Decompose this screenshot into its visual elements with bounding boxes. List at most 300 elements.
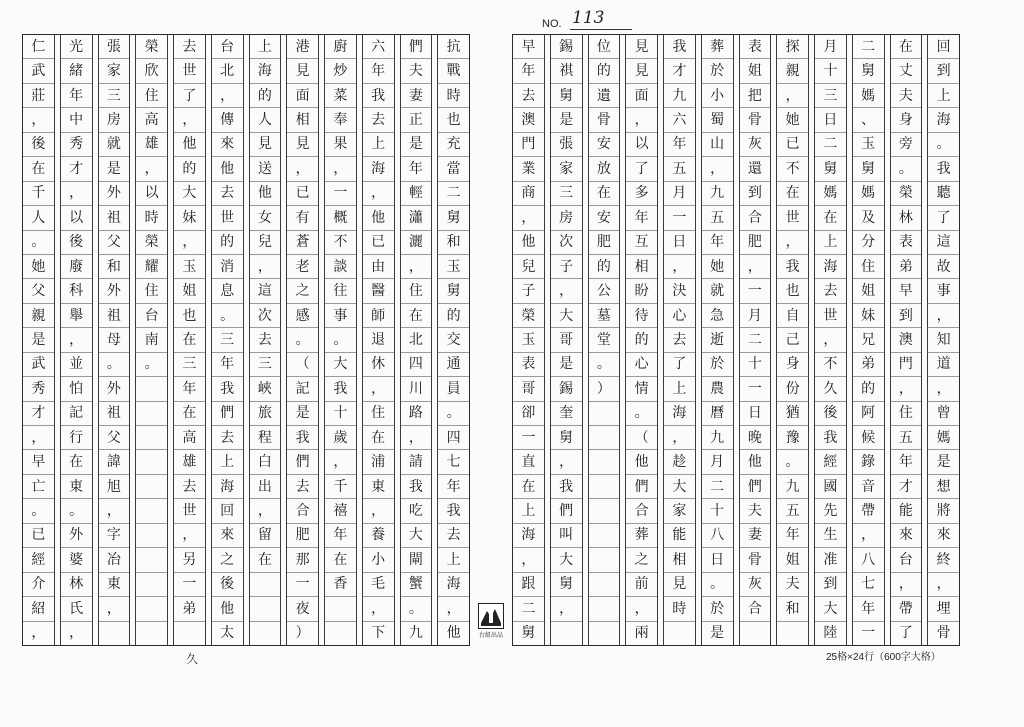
grid-cell: 合: [740, 206, 771, 230]
grid-cell: 見: [626, 59, 657, 83]
grid-cell: 舅: [438, 279, 469, 303]
grid-cell: 女: [250, 206, 281, 230]
grid-cell: 雄: [136, 133, 167, 157]
grid-cell: 去: [287, 475, 318, 499]
grid-cell: 一: [740, 279, 771, 303]
grid-cell: 相: [626, 255, 657, 279]
grid-cell: 候: [853, 426, 884, 450]
grid-cell: 國: [815, 475, 846, 499]
grid-cell: 以: [626, 133, 657, 157]
grid-cell: 耀: [136, 255, 167, 279]
grid-cell: 是: [99, 157, 130, 181]
grid-cell: 日: [664, 231, 695, 255]
grid-cell: 概: [325, 206, 356, 230]
grid-cell: 武: [23, 353, 54, 377]
grid-cell: 八: [702, 524, 733, 548]
left-column-6: [249, 35, 281, 645]
grid-cell: 去: [212, 426, 243, 450]
grid-cell: 表: [513, 353, 544, 377]
grid-cell: 亡: [23, 475, 54, 499]
grid-cell: 。: [287, 328, 318, 352]
grid-cell: 玉: [438, 255, 469, 279]
mountain-tower-logo-icon: [478, 603, 504, 629]
grid-cell: 之: [626, 548, 657, 572]
grid-cell: 傳: [212, 108, 243, 132]
grid-cell: （: [626, 426, 657, 450]
grid-cell: 另: [174, 548, 205, 572]
grid-cell: 冶: [99, 548, 130, 572]
right-column-12: [513, 35, 544, 645]
grid-cell: 埋: [928, 597, 959, 621]
grid-cell: 他: [740, 450, 771, 474]
grid-cell: 。: [702, 573, 733, 597]
grid-cell: 山: [702, 133, 733, 157]
grid-cell: 們: [287, 450, 318, 474]
grid-cell: 陸: [823, 625, 838, 642]
grid-cell: 是: [551, 353, 582, 377]
grid-cell: 莊: [23, 84, 54, 108]
grid-cell: 肥: [740, 231, 771, 255]
grid-cell: 怕: [61, 377, 92, 401]
grid-cell: [589, 597, 620, 621]
grid-cell: 峽: [250, 377, 281, 401]
grid-cell: 大: [664, 475, 695, 499]
grid-cell: 廢: [61, 255, 92, 279]
grid-cell: 果: [325, 133, 356, 157]
grid-cell: 不: [777, 157, 808, 181]
grid-cell: 和: [99, 255, 130, 279]
grid-cell: ，: [363, 182, 394, 206]
grid-cell: 弟: [174, 597, 205, 621]
grid-cell: 三: [174, 353, 205, 377]
grid-cell: 錫: [551, 377, 582, 401]
grid-cell: （: [287, 353, 318, 377]
grid-cell: 光: [61, 35, 92, 59]
grid-cell: 房: [551, 206, 582, 230]
grid-cell: 千: [23, 182, 54, 206]
grid-cell: 字: [99, 524, 130, 548]
grid-cell: 灰: [740, 573, 771, 597]
grid-cell: 舅: [521, 625, 536, 642]
grid-cell: 毛: [363, 573, 394, 597]
grid-cell: 門: [891, 353, 922, 377]
grid-cell: 談: [325, 255, 356, 279]
grid-cell: 港: [287, 35, 318, 59]
grid-cell: 二: [438, 182, 469, 206]
grid-cell: 去: [438, 524, 469, 548]
grid-cell: 在: [513, 475, 544, 499]
grid-cell: 七: [438, 450, 469, 474]
grid-cell: 去: [174, 35, 205, 59]
grid-cell: 。: [626, 402, 657, 426]
right-column-7: [701, 35, 733, 645]
grid-cell: 月: [664, 182, 695, 206]
left-column-7: [211, 35, 243, 645]
grid-cell: 媽: [853, 182, 884, 206]
grid-cell: [777, 622, 808, 645]
grid-cell: 旭: [99, 475, 130, 499]
right-column-1: [927, 35, 959, 645]
grid-cell: 在: [589, 182, 620, 206]
grid-cell: 路: [401, 402, 432, 426]
grid-cell: 家: [664, 499, 695, 523]
grid-cell: 請: [401, 450, 432, 474]
grid-cell: 休: [363, 353, 394, 377]
grid-cell: ，: [363, 499, 394, 523]
grid-cell: 是: [551, 108, 582, 132]
grid-cell: 消: [212, 255, 243, 279]
grid-cell: 親: [777, 59, 808, 83]
grid-cell: ，: [853, 524, 884, 548]
grid-cell: [325, 622, 356, 645]
grid-cell: 醫: [363, 279, 394, 303]
grid-cell: 們: [626, 475, 657, 499]
grid-cell: 我: [551, 475, 582, 499]
grid-cell: 舅: [853, 157, 884, 181]
left-column-8: [173, 35, 205, 645]
grid-cell: 上: [664, 377, 695, 401]
grid-cell: ，: [815, 328, 846, 352]
grid-cell: 外: [99, 279, 130, 303]
grid-cell: 禧: [325, 499, 356, 523]
grid-cell: 榮: [136, 231, 167, 255]
grid-cell: 放: [589, 157, 620, 181]
grid-cell: 旁: [891, 133, 922, 157]
grid-cell: 程: [250, 426, 281, 450]
grid-cell: 的: [589, 59, 620, 83]
grid-cell: 時: [438, 84, 469, 108]
grid-cell: 猶: [777, 402, 808, 426]
grid-cell: 葬: [626, 524, 657, 548]
grid-cell: 也: [438, 108, 469, 132]
grid-cell: 當: [438, 157, 469, 181]
grid-cell: 我: [401, 475, 432, 499]
grid-cell: [136, 622, 167, 645]
grid-cell: 子: [513, 279, 544, 303]
grid-cell: 年: [626, 206, 657, 230]
grid-cell: 到: [815, 573, 846, 597]
grid-cell: [136, 426, 167, 450]
grid-cell: 介: [23, 573, 54, 597]
grid-cell: 夫: [777, 573, 808, 597]
right-column-10: [588, 35, 620, 645]
grid-cell: 去: [174, 475, 205, 499]
grid-cell: 的: [250, 84, 281, 108]
grid-cell: 親: [23, 304, 54, 328]
grid-cell: 兒: [513, 255, 544, 279]
grid-cell: 婆: [61, 548, 92, 572]
grid-cell: [99, 622, 130, 645]
grid-cell: 趁: [664, 450, 695, 474]
grid-cell: 。: [589, 353, 620, 377]
grid-cell: 回: [928, 35, 959, 59]
grid-cell: 歲: [325, 426, 356, 450]
grid-cell: ，: [891, 377, 922, 401]
grid-cell: 妻: [740, 524, 771, 548]
grid-cell: 海: [250, 59, 281, 83]
grid-cell: 榮: [513, 304, 544, 328]
grid-cell: 我: [287, 426, 318, 450]
grid-cell: 音: [853, 475, 884, 499]
grid-cell: 聽: [928, 182, 959, 206]
grid-cell: [250, 597, 281, 621]
grid-cell: 公: [589, 279, 620, 303]
grid-cell: 他: [626, 450, 657, 474]
grid-cell: 早: [891, 279, 922, 303]
grid-cell: ，: [626, 597, 657, 621]
grid-cell: [136, 402, 167, 426]
grid-cell: 他: [446, 625, 461, 642]
grid-cell: 海: [513, 524, 544, 548]
grid-cell: 於: [702, 597, 733, 621]
grid-cell: ，: [287, 157, 318, 181]
grid-cell: 他: [250, 182, 281, 206]
grid-cell: 三: [815, 84, 846, 108]
grid-cell: 哥: [513, 377, 544, 401]
grid-cell: 已: [287, 182, 318, 206]
grid-cell: 感: [287, 304, 318, 328]
grid-cell: 十: [815, 59, 846, 83]
grid-cell: ，: [174, 108, 205, 132]
grid-cell: 。: [325, 328, 356, 352]
grid-cell: 叫: [551, 524, 582, 548]
grid-cell: 是: [710, 625, 725, 642]
grid-cell: 世: [815, 304, 846, 328]
grid-cell: ，: [740, 255, 771, 279]
grid-cell: 後: [61, 231, 92, 255]
grid-cell: 。: [928, 133, 959, 157]
grid-cell: 的: [438, 304, 469, 328]
grid-cell: 肥: [589, 231, 620, 255]
grid-cell: 經: [23, 548, 54, 572]
grid-cell: 年: [438, 475, 469, 499]
grid-cell: 合: [740, 597, 771, 621]
grid-cell: 舅: [551, 84, 582, 108]
grid-cell: 、: [853, 108, 884, 132]
grid-cell: 是: [287, 402, 318, 426]
grid-cell: 去: [363, 108, 394, 132]
grid-cell: 去: [212, 182, 243, 206]
grid-cell: 海: [664, 402, 695, 426]
grid-cell: 到: [891, 304, 922, 328]
grid-cell: ，: [664, 426, 695, 450]
grid-cell: 日: [702, 548, 733, 572]
grid-cell: 准: [815, 548, 846, 572]
grid-cell: 祖: [99, 304, 130, 328]
grid-cell: 見: [664, 573, 695, 597]
grid-cell: 去: [513, 84, 544, 108]
grid-cell: 時: [664, 597, 695, 621]
grid-cell: 一: [740, 377, 771, 401]
grid-cell: 台: [136, 304, 167, 328]
grid-cell: 充: [438, 133, 469, 157]
grid-cell: 於: [702, 59, 733, 83]
grid-spec-label: 25格×24行（600字大格）: [826, 652, 941, 663]
grid-cell: 見: [287, 133, 318, 157]
grid-cell: 才: [664, 59, 695, 83]
grid-cell: ，: [401, 255, 432, 279]
grid-cell: 父: [99, 231, 130, 255]
grid-cell: 見: [626, 35, 657, 59]
grid-cell: 大: [401, 524, 432, 548]
grid-cell: 能: [664, 524, 695, 548]
grid-cell: 見: [287, 59, 318, 83]
grid-cell: 。: [438, 402, 469, 426]
grid-cell: 息: [212, 279, 243, 303]
grid-cell: 月: [740, 304, 771, 328]
grid-cell: ，: [31, 625, 46, 642]
grid-cell: 他: [212, 157, 243, 181]
grid-cell: 世: [212, 206, 243, 230]
grid-cell: 心: [626, 353, 657, 377]
grid-cell: 大: [815, 597, 846, 621]
grid-cell: 送: [250, 157, 281, 181]
grid-cell: 白: [250, 450, 281, 474]
grid-cell: 。: [61, 499, 92, 523]
left-column-4: [324, 35, 356, 645]
grid-cell: 卻: [513, 402, 544, 426]
grid-cell: 待: [626, 304, 657, 328]
grid-cell: 身: [891, 108, 922, 132]
grid-cell: 住: [136, 279, 167, 303]
grid-cell: ，: [928, 304, 959, 328]
grid-cell: ，: [891, 573, 922, 597]
grid-cell: 三: [212, 328, 243, 352]
grid-cell: 。: [136, 353, 167, 377]
grid-cell: 兄: [853, 328, 884, 352]
grid-cell: 。: [23, 231, 54, 255]
grid-cell: 我: [363, 84, 394, 108]
grid-cell: 十: [740, 353, 771, 377]
grid-cell: 老: [287, 255, 318, 279]
grid-cell: 我: [438, 499, 469, 523]
grid-cell: 廚: [325, 35, 356, 59]
grid-cell: 九: [664, 84, 695, 108]
grid-cell: 大: [551, 548, 582, 572]
grid-cell: 住: [363, 402, 394, 426]
grid-cell: 了: [928, 206, 959, 230]
grid-cell: 媽: [853, 84, 884, 108]
grid-cell: 月: [815, 35, 846, 59]
grid-cell: ，: [928, 573, 959, 597]
grid-cell: 將: [928, 499, 959, 523]
grid-cell: 帶: [853, 499, 884, 523]
grid-cell: [136, 524, 167, 548]
right-column-8: [663, 35, 695, 645]
grid-cell: 事: [928, 279, 959, 303]
grid-cell: 也: [174, 304, 205, 328]
grid-cell: 月: [702, 450, 733, 474]
grid-cell: 安: [589, 206, 620, 230]
grid-cell: 就: [99, 133, 130, 157]
grid-cell: 記: [287, 377, 318, 401]
grid-cell: 互: [626, 231, 657, 255]
grid-cell: 舅: [438, 206, 469, 230]
grid-cell: 由: [363, 255, 394, 279]
grid-cell: 來: [212, 133, 243, 157]
grid-cell: 自: [777, 304, 808, 328]
grid-cell: 骨: [740, 548, 771, 572]
grid-cell: 住: [136, 84, 167, 108]
grid-cell: 張: [99, 35, 130, 59]
grid-cell: 上: [363, 133, 394, 157]
grid-cell: 之: [287, 279, 318, 303]
grid-cell: [136, 548, 167, 572]
grid-cell: 十: [702, 499, 733, 523]
grid-cell: 房: [99, 108, 130, 132]
grid-cell: 夜: [287, 597, 318, 621]
grid-cell: 在: [174, 402, 205, 426]
grid-cell: 商: [513, 182, 544, 206]
grid-cell: 姐: [853, 279, 884, 303]
grid-cell: 奎: [551, 402, 582, 426]
grid-cell: 姐: [740, 59, 771, 83]
grid-cell: ，: [401, 426, 432, 450]
grid-cell: ，: [250, 499, 281, 523]
grid-cell: 以: [136, 182, 167, 206]
grid-cell: 面: [626, 84, 657, 108]
grid-cell: 香: [325, 573, 356, 597]
grid-cell: 經: [815, 450, 846, 474]
grid-cell: 奉: [325, 108, 356, 132]
grid-cell: 回: [212, 499, 243, 523]
grid-cell: 交: [438, 328, 469, 352]
grid-cell: 仁: [23, 35, 54, 59]
left-column-9: [135, 35, 167, 645]
grid-cell: 才: [23, 402, 54, 426]
grid-cell: 在: [401, 304, 432, 328]
grid-cell: [664, 622, 695, 645]
grid-cell: 。: [99, 353, 130, 377]
grid-cell: 以: [61, 206, 92, 230]
grid-cell: 行: [61, 426, 92, 450]
grid-cell: 在: [777, 182, 808, 206]
grid-cell: 父: [99, 426, 130, 450]
grid-cell: 武: [23, 59, 54, 83]
grid-cell: 六: [664, 108, 695, 132]
grid-cell: 五: [702, 206, 733, 230]
grid-cell: 媽: [928, 426, 959, 450]
grid-cell: 豫: [777, 426, 808, 450]
grid-cell: 去: [815, 279, 846, 303]
grid-cell: 能: [891, 499, 922, 523]
grid-cell: 們: [551, 499, 582, 523]
grid-cell: 千: [325, 475, 356, 499]
grid-cell: 養: [363, 524, 394, 548]
grid-cell: 欣: [136, 59, 167, 83]
grid-cell: 多: [626, 182, 657, 206]
grid-cell: 並: [61, 353, 92, 377]
left-column-5: [286, 35, 318, 645]
grid-cell: 三: [551, 182, 582, 206]
grid-cell: 年: [853, 597, 884, 621]
grid-cell: 的: [626, 328, 657, 352]
grid-cell: 逝: [702, 328, 733, 352]
grid-cell: 九: [702, 426, 733, 450]
grid-cell: 弟: [853, 353, 884, 377]
grid-cell: 住: [853, 255, 884, 279]
grid-cell: 十: [325, 402, 356, 426]
grid-cell: 蟹: [401, 573, 432, 597]
grid-cell: 。: [401, 597, 432, 621]
grid-cell: 玉: [174, 255, 205, 279]
grid-cell: 相: [664, 548, 695, 572]
grid-cell: ，: [174, 231, 205, 255]
grid-cell: 五: [777, 499, 808, 523]
grid-cell: 來: [928, 524, 959, 548]
grid-cell: 住: [891, 402, 922, 426]
grid-cell: 已: [777, 133, 808, 157]
